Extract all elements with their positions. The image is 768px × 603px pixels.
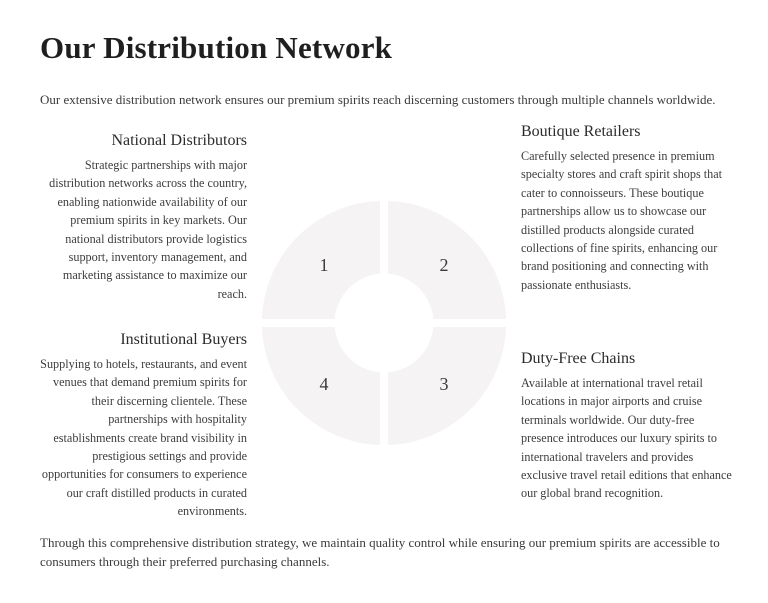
outro-paragraph: Through this comprehensive distribution strategy, we maintain quality control while ensuring our premium spirits are accessible to consumers through their preferred purchasing channels. — [40, 535, 720, 569]
channel-title: Boutique Retailers — [521, 123, 641, 140]
segment-number-3: 3 — [439, 374, 449, 394]
channel-title: National Distributors — [111, 132, 247, 149]
segment-number-1: 1 — [319, 255, 329, 275]
channel-description: Supplying to hotels, restaurants, and event venues that demand premium spirits for their discerning clientele. These partnerships with hospitality establishments create brand visibility in prestigious settings and provide opportunities for consumers to experience our craft distilled products in curated environments. — [40, 357, 247, 519]
channel-block-institutional-buyers — [40, 331, 247, 521]
intro-paragraph: Our extensive distribution network ensures our premium spirits reach discerning customers through multiple channels worldwide. — [40, 92, 716, 107]
page-title: Our Distribution Network — [40, 30, 393, 65]
channel-block-national-distributors — [40, 132, 247, 303]
channel-description: Strategic partnerships with major distribution networks across the country, enabling nationwide availability of our premium spirits in key markets. Our national distributors provide logistics support, inventory management, and marketing assistance to maximize our reach. — [49, 158, 247, 301]
segment-number-4: 4 — [319, 374, 329, 394]
channel-title: Duty-Free Chains — [521, 350, 636, 367]
channel-title: Institutional Buyers — [120, 331, 247, 348]
distribution-ring-diagram — [262, 201, 506, 445]
channel-description: Carefully selected presence in premium specialty stores and craft spirit shops that cater to connoisseurs. These boutique partnerships allow us to showcase our distilled products alongside curated collections of fine spirits, enhancing our brand positioning and connecting with passionate enthusiasts. — [521, 149, 723, 292]
channel-block-boutique-retailers — [521, 123, 733, 294]
segment-number-2: 2 — [439, 255, 449, 275]
channel-block-duty-free-chains — [521, 350, 733, 503]
channel-description: Available at international travel retail locations in major airports and cruise terminals worldwide. Our duty-free presence introduces our luxury spirits to international travelers and provides exclusive travel retail editions that enhance our global brand recognition. — [521, 376, 732, 501]
